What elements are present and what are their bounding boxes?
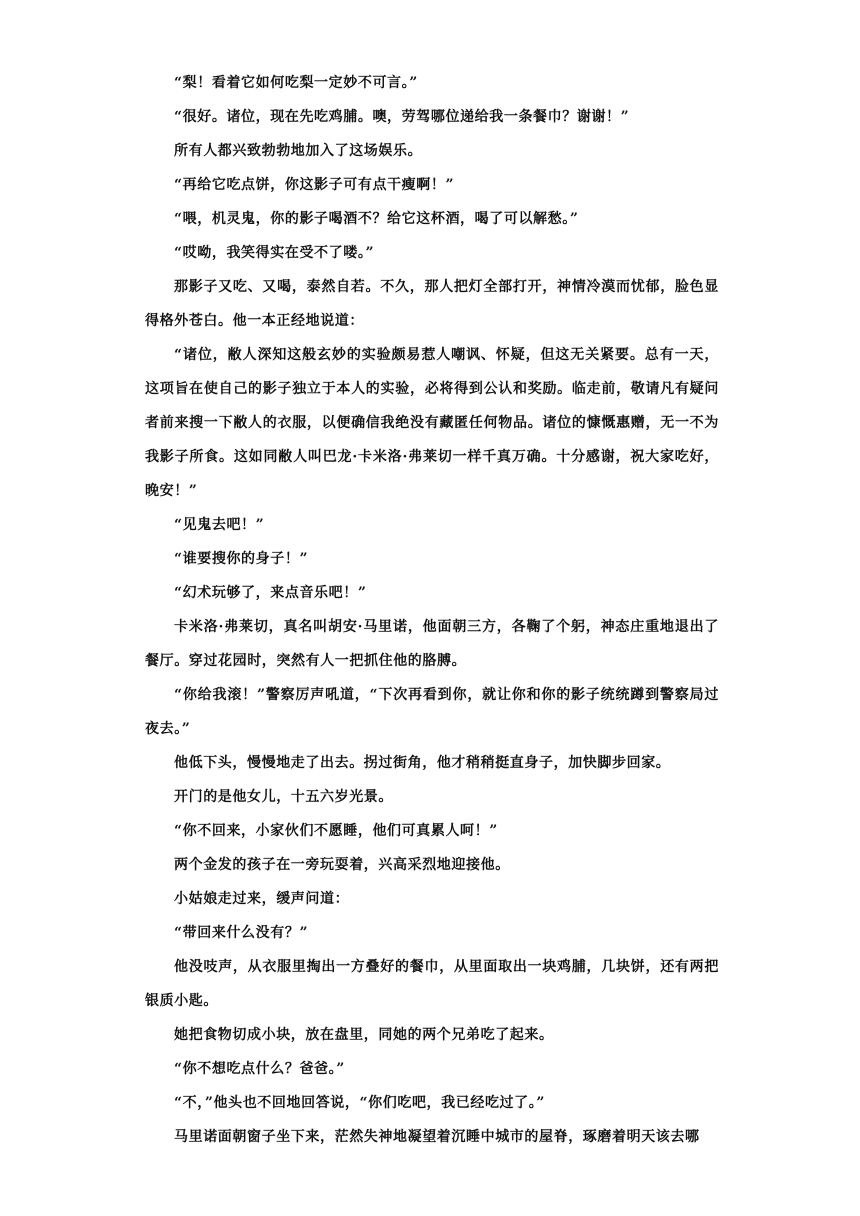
paragraph-6: “哎呦，我笑得实在受不了喽。” [174,245,375,261]
paragraph-2: “很好。诸位，现在先吃鸡脯。噢，劳驾哪位递给我一条餐巾？谢谢！” [174,109,630,125]
paragraph-17: 两个金发的孩子在一旁玩耍着，兴高采烈地迎接他。 [174,857,510,873]
paragraph-20: 他没吱声，从衣服里掏出一方叠好的餐巾，从里面取出一块鸡脯，几块饼，还有两把银质小匙。 [145,959,719,1009]
paragraph-4: “再给它吃点饼，你这影子可有点干瘦啊！” [174,177,455,193]
paragraph-24: 马里诺面朝窗子坐下来，茫然失神地凝望着沉睡中城市的屋脊，琢磨着明天该去哪 [174,1129,700,1145]
paragraph-16: “你不回来，小家伙们不愿睡，他们可真累人呵！” [174,823,498,839]
paragraph-22: “你不想吃点什么？爸爸。” [174,1061,345,1077]
paragraph-7: 那影子又吃、又喝，泰然自若。不久，那人把灯全部打开，神情冷漠而忧郁，脸色显得格外苍白。他一本正经地说道： [145,279,719,329]
paragraph-21: 她把食物切成小块，放在盘里，同她的两个兄弟吃了起来。 [174,1027,554,1043]
paragraph-12: 卡米洛·弗莱切，真名叫胡安·马里诺，他面朝三方，各鞠了个躬，神态庄重地退出了餐厅。穿过花园时，突然有人一把抓住他的胳膊。 [145,619,719,669]
paragraph-15: 开门的是他女儿，十五六岁光景。 [174,789,393,805]
document-page [145,66,719,1154]
paragraph-9: “见鬼去吧！” [174,517,265,533]
paragraph-14: 他低下头，慢慢地走了出去。拐过街角，他才稍稍挺直身子，加快脚步回家。 [174,755,671,771]
paragraph-19: “带回来什么没有？” [174,925,309,941]
paragraph-18: 小姑娘走过来，缓声问道： [174,891,350,907]
paragraph-1: “梨！看着它如何吃梨一定妙不可言。” [174,75,418,91]
paragraph-13: “你给我滚！”警察厉声吼道，“下次再看到你，就让你和你的影子统统蹲到警察局过夜去。” [145,687,719,737]
paragraph-8: “诸位，敝人深知这般玄妙的实验颇易惹人嘲讽、怀疑，但这无关紧要。总有一天，这项旨在使自己的影子独立于本人的实验，必将得到公认和奖励。临走前，敬请凡有疑问者前来搜一下敝人的衣服，以便确信我绝没有藏匿任何物品。诸位的慷慨惠赠，无一不为我影子所食。这如同敝人叫巴龙·卡米洛·弗莱切一样千真万确。十分感谢，祝大家吃好，晚安！” [145,347,719,499]
paragraph-10: “谁要搜你的身子！” [174,551,309,567]
paragraph-11: “幻术玩够了，来点音乐吧！” [174,585,367,601]
paragraph-3: 所有人都兴致勃勃地加入了这场娱乐。 [174,143,423,159]
paragraph-5: “喂，机灵鬼，你的影子喝酒不？给它这杯酒，喝了可以解愁。” [174,211,579,227]
paragraph-23: “不，”他头也不回地回答说，“你们吃吧，我已经吃过了。” [174,1095,546,1111]
